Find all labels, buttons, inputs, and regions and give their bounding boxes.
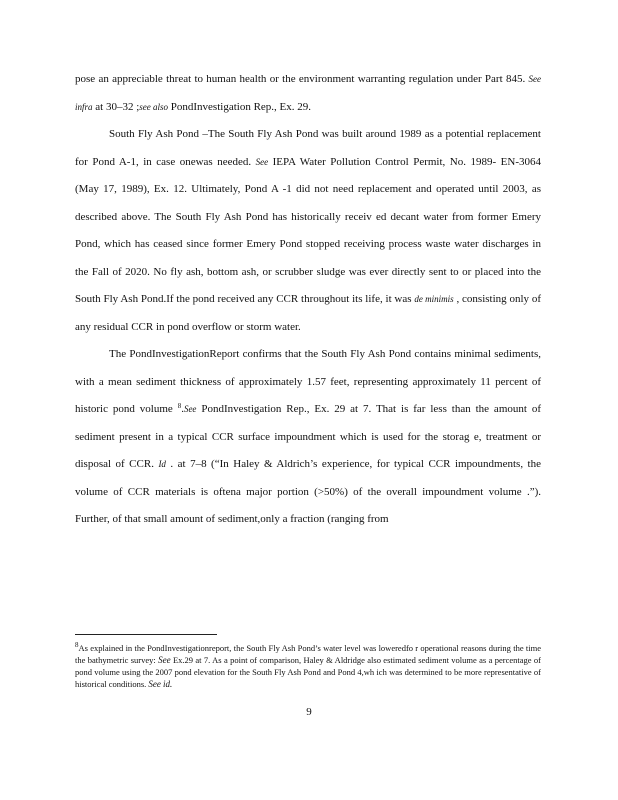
footnote-signal-see-2: See: [148, 679, 161, 689]
paragraph-2: [75, 121, 541, 341]
p3-text-3: . at 7–8 (“In Haley & Aldrich’s experience, for typical CCR impoundments, the volume of CCR materials is oftena major portion (>50%) of the overall impoundment volume .”). Further, of that small amount of sediment,only a fraction (ranging from: [75, 458, 541, 525]
p1-text-2: at 30–32 ;: [92, 100, 140, 113]
p3-signal-id: Id: [158, 459, 166, 469]
p3-signal-see: See: [183, 404, 197, 414]
p3-text-2: PondInvestigation Rep., Ex. 29 at 7. That is far less than the amount of sediment present in a typical CCR surface impoundment which is used for the storag e, treatment or disposal of CCR.: [75, 403, 541, 470]
p2-signal-see: See: [255, 156, 269, 167]
footnote: [75, 642, 541, 690]
footnote-separator: [75, 634, 217, 635]
p1-signal-infra: infra: [75, 101, 93, 112]
footnote-signal-see-1: See: [158, 655, 171, 665]
p1-signal-see-also: see also: [139, 101, 169, 112]
p2-de-minimis: de minimis: [414, 294, 454, 304]
paragraph-1: [75, 66, 541, 121]
footnote-text-2: Ex.29 at 7. As a point of comparison, Haley & Aldridge also estimated sediment volume as a percentage of pond volume using the 2007 pond elevation for the South Fly Ash Pond and Pond 4,wh ich was determined to be more representative of historical conditions.: [75, 655, 541, 689]
footnote-number: 8: [75, 641, 79, 649]
p2-text-2: IEPA Water Pollution Control Permit, No. 1989- EN-3064 (May 17, 1989), Ex. 12. Ultimately, Pond A -1 did not need replacement and operated until 2003, as described above. The South Fly Ash Pond has historically receiv ed decant water from former Emery Pond, which has ceased since former Emery Pond stopped receiving process waste water discharges in the Fall of 2020. No fly ash, bottom ash, or scrubber sludge was ever directly sent to or placed into the South Fly Ash Pond.If the pond received any CCR throughout its life, it was: [75, 155, 541, 305]
p1-signal-see: See: [528, 74, 541, 84]
page-number: 9: [306, 706, 312, 718]
footnote-signal-id: id.: [163, 679, 173, 689]
p2-text-1: South Fly Ash Pond –The South Fly Ash Pond was built around 1989 as a potential replacement for Pond A-1, in case onewas needed.: [75, 128, 541, 168]
p1-text-3: PondInvestigation Rep., Ex. 29.: [168, 100, 312, 113]
paragraph-3: [75, 341, 541, 534]
p3-text-1b: .: [181, 403, 184, 415]
footnote-text-1: As explained in the PondInvestigationreport, the South Fly Ash Pond’s water level was loweredfo r operational reasons during the time the bathymetric survey:: [75, 643, 541, 665]
p1-text-1: pose an appreciable threat to human health or the environment warranting regulation under Part 845.: [75, 73, 526, 85]
p2-text-3: , consisting only of any residual CCR in pond overflow or storm water.: [75, 293, 541, 333]
footnote-reference[interactable]: 8: [177, 402, 182, 410]
body-text: [75, 66, 541, 534]
p3-text-1: The PondInvestigationReport confirms that the South Fly Ash Pond contains minimal sediments, with a mean sediment thickness of approximately 1.57 feet, representing approximately 11 percent of historic pond volume: [75, 348, 541, 415]
